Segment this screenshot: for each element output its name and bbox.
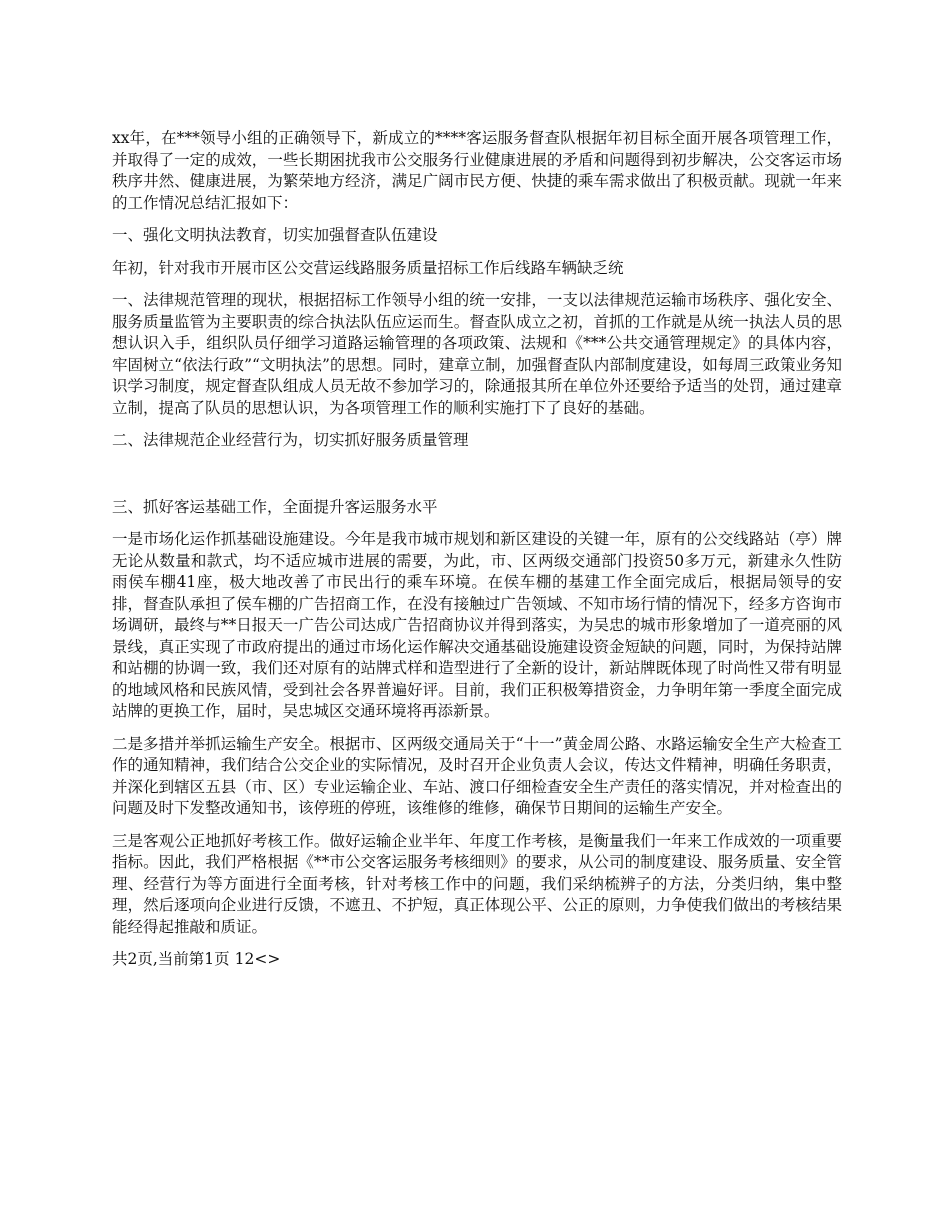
page-2-link[interactable]: 2 <box>244 950 255 968</box>
document-body <box>112 128 842 971</box>
pagination-summary: 共2页,当前第1页 <box>112 950 230 968</box>
intro-paragraph: xx年，在***领导小组的正确领导下，新成立的****客运服务督查队根据年初目标全面开展各项管理工作，并取得了一定的成效，一些长期困扰我市公交服务行业健康进展的矛盾和问题得到初步解决，公交客运市场秩序井然、健康进展，为繁荣地方经济，满足广阔市民方便、快捷的乘车需求做出了积极贡献。现就一年来的工作情况总结汇报如下： <box>112 129 842 212</box>
paragraph-infrastructure: 一是市场化运作抓基础设施建设。今年是我市城市规划和新区建设的关键一年，原有的公交线路站（亭）牌无论从数量和款式，均不适应城市进展的需要，为此，市、区两级交通部门投资50多万元，新建永久性防雨侯车棚41座，极大地改善了市民出行的乘车环境。在侯车棚的基建工作全面完成后，根据局领导的安排，督查队承担了侯车棚的广告招商工作，在没有接触过广告领域、不知市场行情的情况下，经多方咨询市场调研，最终与**日报天一广告公司达成广告招商协议并得到落实，为吴忠的城市形象增加了一道亮丽的风景线，真正实现了市政府提出的通过市场化运作解决交通基础设施建设资金短缺的问题，同时，为保持站牌和站棚的协调一致，我们还对原有的站牌式样和造型进行了全新的设计，新站牌既体现了时尚性又带有明显的地域风格和民族风情，受到社会各界普遍好评。目前，我们正积极筹措资金，力争明年第一季度全面完成站牌的更换工作，届时，吴忠城区交通环境将再添新景。 <box>112 530 842 720</box>
paragraph-safety: 二是多措并举抓运输生产安全。根据市、区两级交通局关于“十一”黄金周公路、水路运输安全生产大检查工作的通知精神，我们结合公交企业的实际情况，及时召开企业负责人会议，传达文件精神，明确任务职责，并深化到辖区五县（市、区）专业运输企业、车站、渡口仔细检查安全生产责任的落实情况，并对检查出的问题及时下发整改通知书，该停班的停班，该维修的维修，确保节日期间的运输生产安全。 <box>112 734 842 817</box>
pagination <box>112 949 842 971</box>
paragraph-law-management: 一、法律规范管理的现状，根据招标工作领导小组的统一安排，一支以法律规范运输市场秩序、强化安全、服务质量监管为主要职责的综合执法队伍应运而生。督查队成立之初，首抓的工作就是从统一执法人员的思想认识入手，组织队员仔细学习道路运输管理的各项政策、法规和《***公共交通管理规定》的具体内容，牢固树立“依法行政”“文明执法”的思想。同时，建章立制，加强督查队内部制度建设，如每周三政策业务知识学习制度，规定督查队组成人员无故不参加学习的，除通报其所在单位外还要给予适当的处罚，通过建章立制，提高了队员的思想认识，为各项管理工作的顺利实施打下了良好的基础。 <box>112 291 842 417</box>
paragraph-assessment: 三是客观公正地抓好考核工作。做好运输企业半年、年度工作考核，是衡量我们一年来工作成效的一项重要指标。因此，我们严格根据《**市公交客运服务考核细则》的要求，从公司的制度建设、服务质量、安全管理、经营行为等方面进行全面考核，针对考核工作中的问题，我们采纳梳辨子的方法，分类归纳，集中整理，然后逐项向企业进行反馈，不遮丑、不护短，真正体现公平、公正的原则，力争使我们做出的考核结果能经得起推敲和质证。 <box>112 831 842 936</box>
next-page-link[interactable]: > <box>267 950 281 968</box>
section-heading-2: 二、法律规范企业经营行为，切实抓好服务质量管理 <box>112 431 469 449</box>
section-heading-3: 三、抓好客运基础工作，全面提升客运服务水平 <box>112 497 438 516</box>
prev-page-link[interactable]: < <box>254 950 268 968</box>
blank-gap <box>112 463 842 497</box>
page-1-link[interactable]: 1 <box>234 950 245 968</box>
paragraph-early-year: 年初，针对我市开展市区公交营运线路服务质量招标工作后线路车辆缺乏统 <box>112 258 624 277</box>
section-heading-1: 一、强化文明执法教育，切实加强督查队伍建设 <box>112 226 438 244</box>
